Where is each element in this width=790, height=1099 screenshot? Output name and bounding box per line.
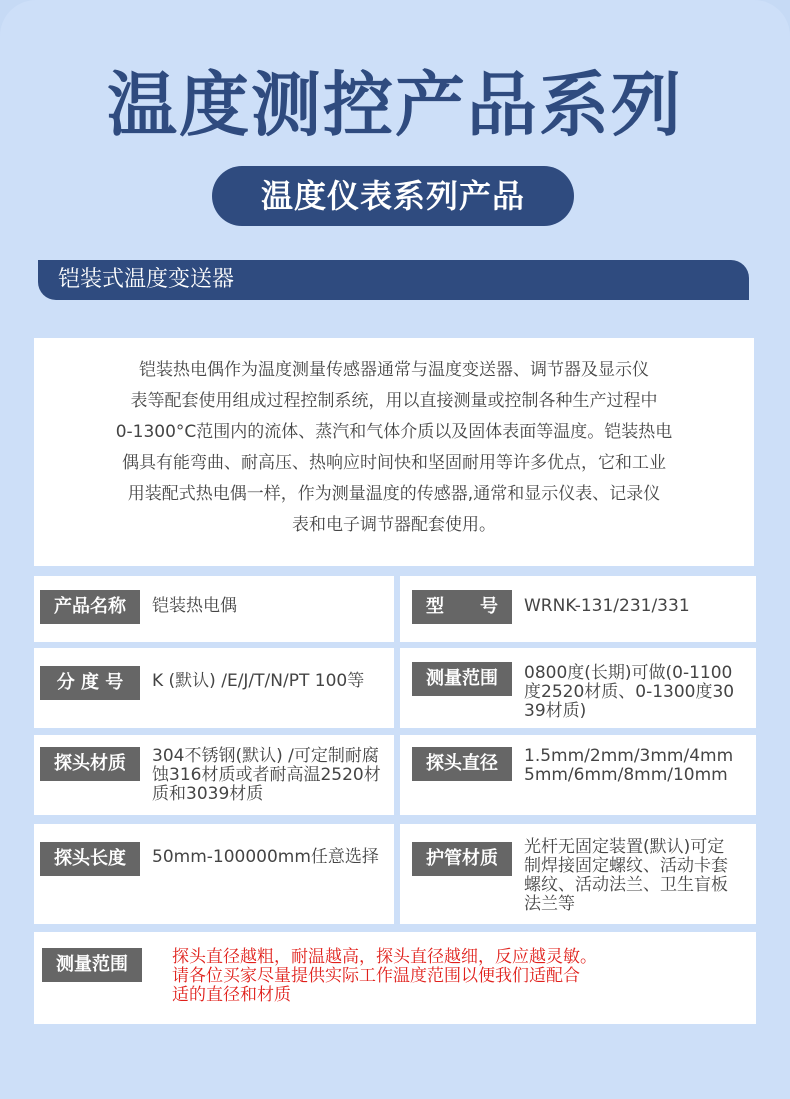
spec-cell-product-name [34, 576, 394, 642]
spec-value: 304不锈钢(默认) /可定制耐腐 蚀316材质或者耐高温2520材 质和3039材质 [152, 746, 381, 804]
spec-label: 测量范围 [42, 948, 142, 982]
spec-label: 产品名称 [40, 590, 140, 624]
spec-note-text: 探头直径越粗，耐温越高，探头直径越细，反应越灵敏。 请各位买家尽量提供实际工作温度范围以便我们适配合 适的直径和材质 [172, 947, 597, 1005]
spec-value: 0800度(长期)可做(0-1100 度2520材质、0-1300度30 39材质) [524, 663, 735, 721]
spec-cell-range [400, 648, 756, 728]
spec-value: 50mm-100000mm任意选择 [152, 847, 379, 867]
description-line: 表等配套使用组成过程控制系统，用以直接测量或控制各种生产过程中 [130, 391, 658, 411]
spec-value: 光杆无固定装置(默认)可定 制焊接固定螺纹、活动卡套 螺纹、活动法兰、卫生盲板 法兰等 [524, 837, 728, 914]
spec-label: 分 度 号 [40, 666, 140, 700]
description-box [34, 338, 754, 566]
spec-value: K (默认) /E/J/T/N/PT 100等 [152, 671, 365, 691]
spec-cell-probe-material [34, 735, 394, 815]
spec-value: 1.5mm/2mm/3mm/4mm 5mm/6mm/8mm/10mm [524, 746, 734, 785]
page-title: 温度测控产品系列 [107, 64, 683, 146]
description-line: 0-1300°C范围内的流体、蒸汽和气体介质以及固体表面等温度。铠装热电 [115, 422, 673, 442]
spec-label: 探头长度 [40, 842, 140, 876]
spec-cell-tube-material [400, 824, 756, 924]
description-line: 铠装热电偶作为温度测量传感器通常与温度变送器、调节器及显示仪 [139, 360, 649, 380]
spec-value: 铠装热电偶 [152, 596, 237, 616]
spec-cell-model [400, 576, 756, 642]
spec-cell-note [34, 932, 756, 1024]
spec-label: 护管材质 [412, 842, 512, 876]
spec-label: 探头材质 [40, 747, 140, 781]
section-header: 铠装式温度变送器 [38, 260, 749, 300]
spec-label: 测量范围 [412, 662, 512, 696]
description-line: 用装配式热电偶一样，作为测量温度的传感器,通常和显示仪表、记录仪 [127, 484, 661, 504]
description-line: 表和电子调节器配套使用。 [292, 515, 496, 535]
spec-cell-graduation [34, 648, 394, 728]
subtitle-pill: 温度仪表系列产品 [212, 166, 574, 226]
spec-label: 型 号 [412, 590, 512, 624]
spec-value: WRNK-131/231/331 [524, 596, 690, 616]
description-line: 偶具有能弯曲、耐高压、热响应时间快和坚固耐用等许多优点，它和工业 [122, 453, 666, 473]
spec-cell-probe-diameter [400, 735, 756, 815]
spec-cell-probe-length [34, 824, 394, 924]
spec-label: 探头直径 [412, 747, 512, 781]
